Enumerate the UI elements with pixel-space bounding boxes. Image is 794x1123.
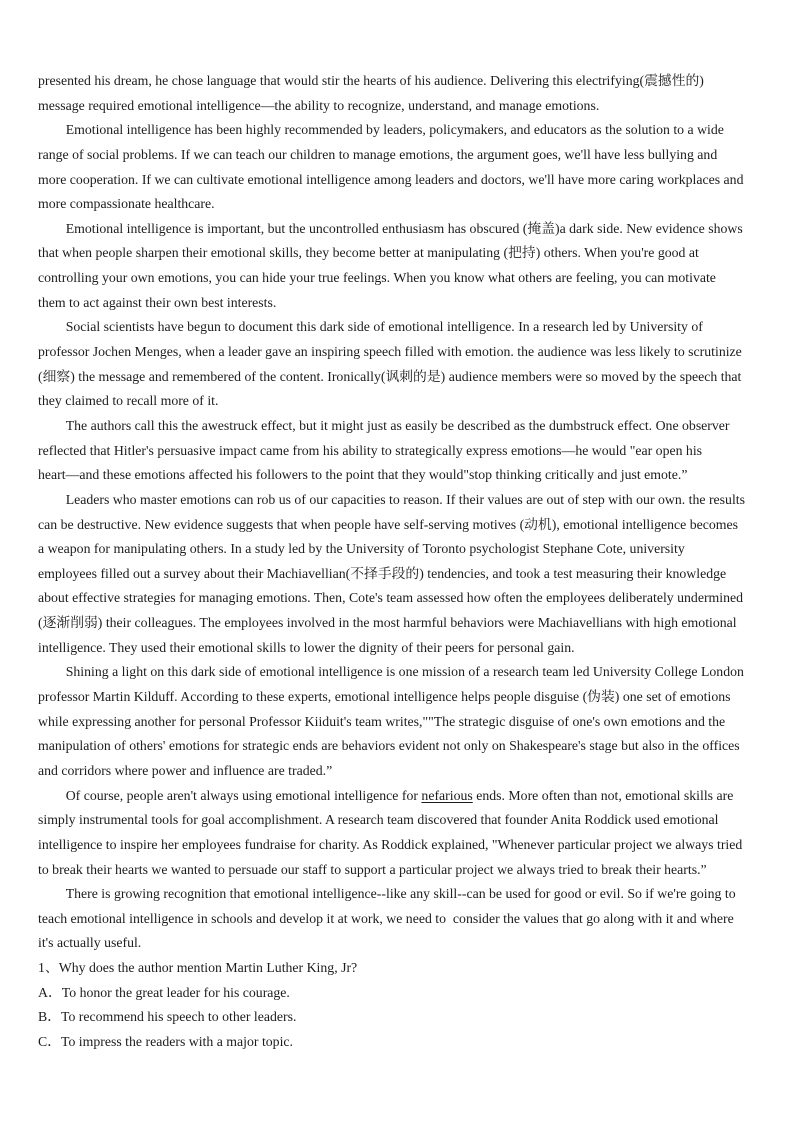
passage-paragraph [38,660,760,783]
passage-paragraph [38,69,760,118]
text-line: intelligence. They used their emotional skills to lower the dignity of their peers for personal gain. [38,639,575,655]
text-line: and corridors where power and influence are traded.” [38,762,333,778]
text-line: (逐渐削弱) their colleagues. The employees involved in the most harmful behaviors were Machiavellians with high emotional [38,615,737,631]
question-option-c: C．To impress the readers with a major topic. [38,1033,293,1049]
question-block [38,956,760,1055]
text-line: teach emotional intelligence in schools and develop it at work, we need to consider the values that go along with it and where [38,910,734,926]
text-line: There is growing recognition that emotional intelligence--like any skill--can be used for good or evil. So if we're going to [65,886,736,902]
text-line: more cooperation. If we can cultivate emotional intelligence among leaders and doctors, we'll have more caring workplaces and [38,171,744,187]
text-line: heart—and these emotions affected his followers to the point that they would"stop thinking critically and just emote.” [38,467,688,483]
text-line: range of social problems. If we can teach our children to manage emotions, the argument goes, we'll have less bullying and [38,146,718,162]
question-option-a: A．To honor the great leader for his courage. [38,984,290,1000]
text-line: while expressing another for personal Professor Kiiduit's team writes,""The strategic disguise of one's own emotions and the [38,713,726,729]
passage-paragraph [38,217,760,316]
text-line: Of course, people aren't always using emotional intelligence for nefarious ends. More often than not, emotional skills are [65,787,734,803]
text-line: Social scientists have begun to document this dark side of emotional intelligence. In a research led by University of [65,319,703,335]
text-line: reflected that Hitler's persuasive impact came from his ability to strategically express emotions—he would "ear open his [38,442,703,458]
text-line: intelligence to inspire her employees fundraise for charity. As Roddick explained, "Whenever particular project we always tried [38,836,743,852]
passage-paragraph [38,882,760,956]
text-line: professor Jochen Menges, when a leader gave an inspiring speech filled with emotion. the audience was less likely to scrutinize [38,344,742,360]
text-line: them to act against their own best interests. [38,294,277,310]
text-line: Emotional intelligence is important, but the uncontrolled enthusiasm has obscured (掩盖)a dark side. New evidence shows [65,220,743,236]
text-line: professor Martin Kilduff. According to these experts, emotional intelligence helps people disguise (伪装) one set of emotions [38,689,731,705]
text-line: to break their hearts we wanted to persuade our staff to support a particular project we always tried to break their hearts.” [38,861,707,877]
text-line: (细察) the message and remembered of the content. Ironically(讽刺的是) audience members were so moved by the speech that [38,368,742,384]
text-line: they claimed to recall more of it. [38,393,219,409]
text-line: The authors call this the awestruck effect, but it might just as easily be described as the dumbstruck effect. One observer [65,417,730,433]
text-line: Shining a light on this dark side of emotional intelligence is one mission of a research team led University College London [65,664,744,680]
underlined-word: nefarious [421,787,473,803]
text-line: simply instrumental tools for goal accomplishment. A research team discovered that founder Anita Roddick used emotional [38,812,719,828]
text-line: can be destructive. New evidence suggests that when people have self-serving motives (动机), emotional intelligence becomes [38,516,738,532]
text-line: manipulation of others' emotions for strategic ends are behaviors evident not only on Shakespeare's stage but also in the offices [38,738,740,754]
text-line: Leaders who master emotions can rob us of our capacities to reason. If their values are out of step with our own. the results [65,491,745,507]
passage-paragraph [38,414,760,488]
text-line: presented his dream, he chose language that would stir the hearts of his audience. Delivering this electrifying(震撼性的) [38,73,704,88]
text-line: Emotional intelligence has been highly recommended by leaders, policymakers, and educators as the solution to a wide [65,122,724,138]
text-line: employees filled out a survey about their Machiavellian(不择手段的) tendencies, and took a test measuring their knowledge [38,565,727,581]
passage-paragraph [38,315,760,414]
text-line: a weapon for manipulating others. In a study led by the University of Toronto psychologist Stephane Cote, university [38,541,685,557]
passage-paragraph [38,784,760,883]
text-line: controlling your own emotions, you can hide your true feelings. When you know what others are feeling, you can motivate [38,270,716,286]
passage-paragraph [38,118,760,217]
text-line: it's actually useful. [38,935,142,951]
question-option-b: B．To recommend his speech to other leaders. [38,1009,297,1025]
passage [38,69,760,956]
text-line: that when people sharpen their emotional skills, they become better at manipulating (把持) others. When you're good at [38,245,699,261]
text-line: message required emotional intelligence—the ability to recognize, understand, and manage emotions. [38,97,600,113]
text-line: about effective strategies for managing emotions. Then, Cote's team assessed how often the employees deliberately undermined [38,590,744,606]
passage-paragraph [38,488,760,660]
text-line: more compassionate healthcare. [38,196,215,212]
question-number-line: 1、Why does the author mention Martin Luther King, Jr? [38,960,358,976]
